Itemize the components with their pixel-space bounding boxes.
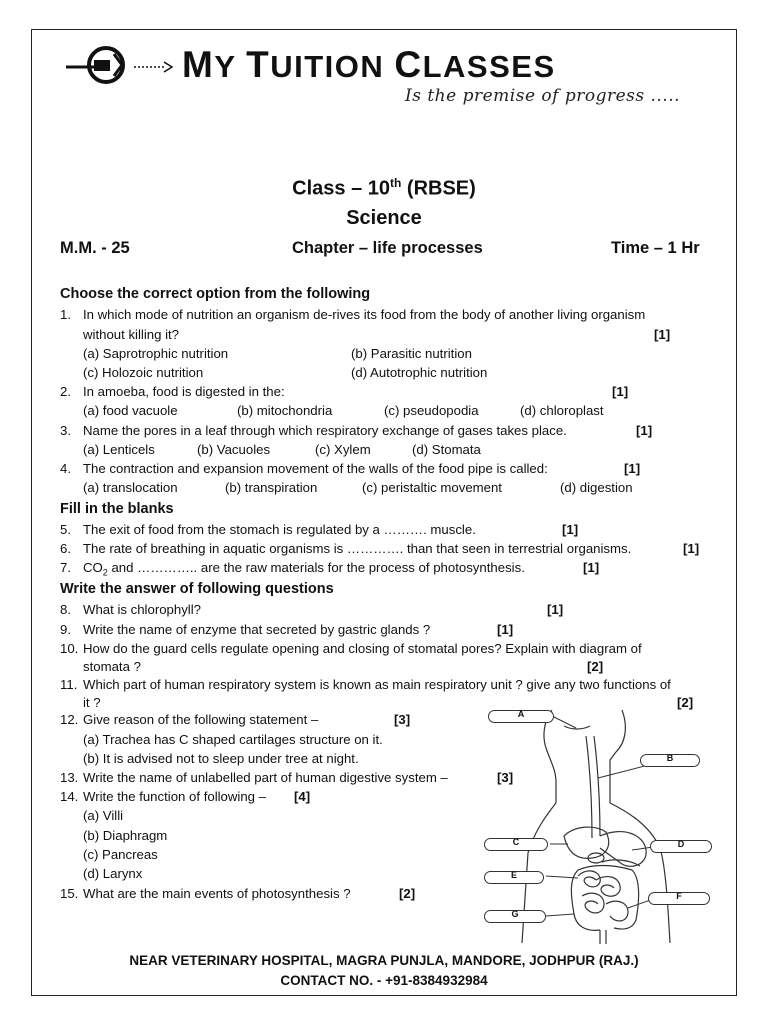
question-9-marks: [1] [497, 622, 514, 637]
section-heading-fill: Fill in the blanks [60, 501, 174, 517]
question-7-marks: [1] [583, 560, 600, 575]
question-12: 12. Give reason of the following statement – [60, 712, 319, 727]
question-14-marks: [4] [294, 789, 311, 804]
question-2: 2. In amoeba, food is digested in the: [60, 384, 285, 399]
question-7: 7. $CO_2$ and ………….. are the raw materials for the process of photosynthesis. [60, 560, 525, 578]
brand-tagline: Is the premise of progress ..... [405, 86, 681, 106]
diagram-label-g: G [484, 910, 546, 923]
diagram-label-a: A [488, 710, 554, 723]
chapter-name: Chapter – life processes [292, 239, 483, 257]
question-11: 11. Which part of human respiratory system is known as main respiratory unit ? give any two functions of [60, 677, 671, 692]
question-14-part-a: (a) Villi [83, 808, 124, 823]
question-10-cont: stomata ? [83, 659, 141, 674]
logo-icon [64, 40, 180, 88]
option-a: (a) food vacuole [83, 403, 178, 418]
question-14-part-b: (b) Diaphragm [83, 828, 168, 843]
option-c: (c) Xylem [315, 442, 371, 457]
diagram-label-d: D [650, 840, 712, 853]
option-d: (d) Autotrophic nutrition [351, 365, 488, 380]
question-4: 4. The contraction and expansion movement of the walls of the food pipe is called: [60, 461, 548, 476]
option-c: (c) Holozoic nutrition [83, 365, 204, 380]
question-8-marks: [1] [547, 602, 564, 617]
footer-address: NEAR VETERINARY HOSPITAL, MAGRA PUNJLA, MANDORE, JODHPUR (RAJ.) [129, 953, 639, 968]
diagram-label-b: B [640, 754, 700, 767]
option-d: (d) Stomata [412, 442, 481, 457]
diagram-label-e: E [484, 871, 544, 884]
question-10: 10. How do the guard cells regulate opening and closing of stomatal pores? Explain with diagram of [60, 641, 642, 656]
question-14-part-c: (c) Pancreas [83, 847, 158, 862]
question-13-marks: [3] [497, 770, 514, 785]
question-2-marks: [1] [612, 384, 629, 399]
question-1-cont: without killing it? [83, 327, 180, 342]
question-13: 13. Write the name of unlabelled part of human digestive system – [60, 770, 448, 785]
question-6: 6. The rate of breathing in aquatic organisms is …………. than that seen in terrestrial organisms. [60, 541, 632, 556]
diagram-label-c: C [484, 838, 548, 851]
question-12-marks: [3] [394, 712, 411, 727]
option-b: (b) Parasitic nutrition [351, 346, 472, 361]
option-d: (d) chloroplast [520, 403, 604, 418]
question-14: 14. Write the function of following – [60, 789, 267, 804]
section-heading-answer: Write the answer of following questions [60, 581, 334, 597]
question-4-marks: [1] [624, 461, 641, 476]
question-15: 15. What are the main events of photosynthesis ? [60, 886, 351, 901]
question-3: 3. Name the pores in a leaf through which respiratory exchange of gases takes place. [60, 423, 567, 438]
question-1: 1. In which mode of nutrition an organism de-rives its food from the body of another living organism [60, 307, 646, 322]
question-15-marks: [2] [399, 886, 416, 901]
question-12-part-a: (a) Trachea has C shaped cartilages structure on it. [83, 732, 383, 747]
footer-contact: CONTACT NO. - +91-8384932984 [280, 973, 488, 988]
question-14-part-d: (d) Larynx [83, 866, 143, 881]
option-a: (a) Saprotrophic nutrition [83, 346, 229, 361]
option-d: (d) digestion [560, 480, 633, 495]
question-8: 8. What is chlorophyll? [60, 602, 202, 617]
option-b: (b) mitochondria [237, 403, 333, 418]
option-a: (a) Lenticels [83, 442, 155, 457]
option-b: (b) transpiration [225, 480, 318, 495]
class-title: Class – 10th (RBSE) [292, 176, 476, 200]
section-heading-mcq: Choose the correct option from the following [60, 286, 371, 302]
option-a: (a) translocation [83, 480, 178, 495]
question-9: 9. Write the name of enzyme that secreted by gastric glands ? [60, 622, 431, 637]
time-limit: Time – 1 Hr [611, 239, 700, 257]
option-b: (b) Vacuoles [197, 442, 271, 457]
question-6-marks: [1] [683, 541, 700, 556]
question-3-marks: [1] [636, 423, 653, 438]
subject-title: Science [346, 207, 422, 229]
question-11-cont: it ? [83, 695, 101, 710]
option-c: (c) peristaltic movement [362, 480, 502, 495]
question-12-part-b: (b) It is advised not to sleep under tree at night. [83, 751, 359, 766]
brand-name: MY TUITION CLASSES [182, 44, 556, 85]
max-marks: M.M. - 25 [60, 239, 130, 257]
option-c: (c) pseudopodia [384, 403, 479, 418]
diagram-label-f: F [648, 892, 710, 905]
question-10-marks: [2] [587, 659, 604, 674]
question-5-marks: [1] [562, 522, 579, 537]
question-5: 5. The exit of food from the stomach is regulated by a ………. muscle. [60, 522, 476, 537]
question-1-marks: [1] [654, 327, 671, 342]
question-11-marks: [2] [677, 695, 694, 710]
digestive-system-diagram [482, 708, 728, 946]
